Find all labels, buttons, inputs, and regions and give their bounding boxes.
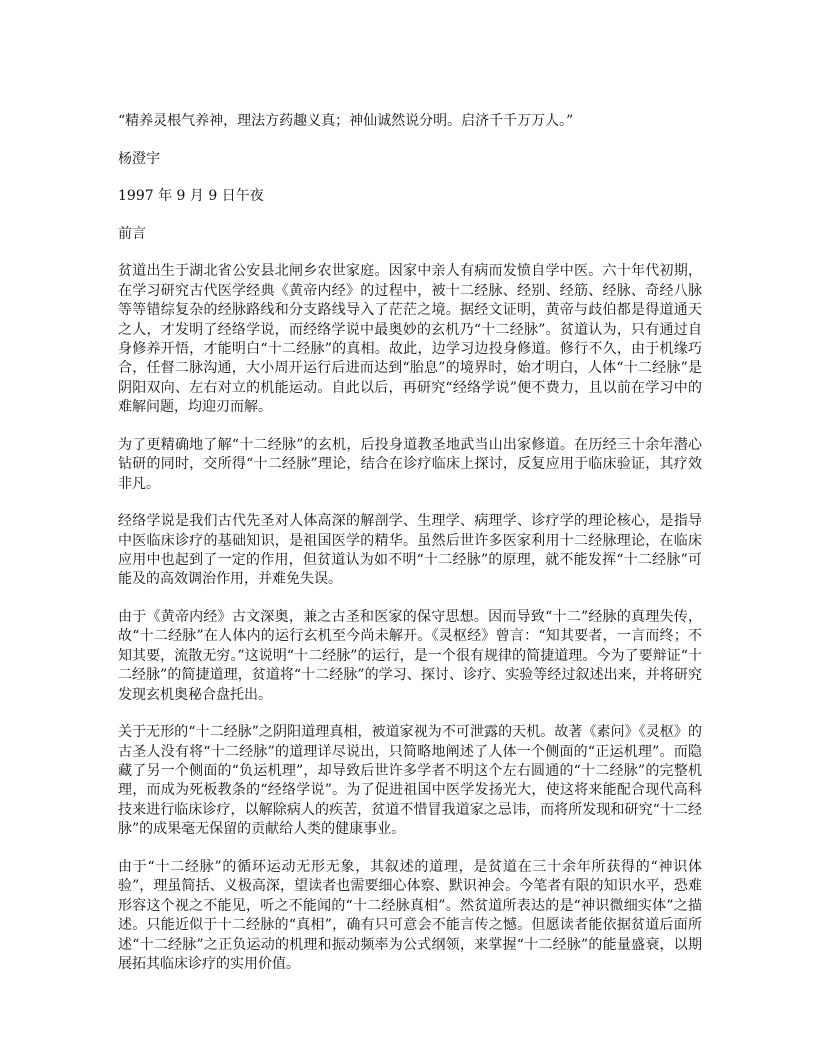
paragraph: 由于“十二经脉”的循环运动无形无象，其叙述的道理，是贫道在三十余年所获得的“神识体验”，理虽简括、义极高深，望读者也需要细心体察、默识神会。今笔者有限的知识水平，恐难形容这个视之不能见，听之不能闻的“十二经脉真相”。然贫道所表达的是“神识微细实体”之描述。只能近似于十二经脉的“真相”，确有只可意会不能言传之憾。但愿读者能依据贫道后面所述“十二经脉”之正负运动的机理和振动频率为公式纲领，来掌握“十二经脉”的能量盛衰，以期展拓其临床诊疗的实用价值。 <box>118 858 702 972</box>
section-title: 前言 <box>118 225 146 242</box>
author-name: 杨澄宇 <box>118 150 160 167</box>
paragraph: 关于无形的“十二经脉”之阴阳道理真相，被道家视为不可泄露的天机。故著《素问》《灵枢》的古圣人没有将“十二经脉”的道理详尽说出，只简略地阐述了人体一个侧面的“正运机理”。而隐藏了另一个侧面的“负运机理”，却导致后世许多学者不明这个左右圆通的“十二经脉”的完整机理，而成为死板教条的“经络学说”。为了促进祖国中医学发扬光大，使这将来能配合现代高科技来进行临床诊疗，以解除病人的疾苦，贫道不惜冒我道家之忌讳，而将所发现和研究“十二经脉”的成果毫无保留的贡献给人类的健康事业。 <box>118 724 702 838</box>
opening-quote: “精养灵根气养神，理法方药趣义真；神仙诚然说分明。启济千千万万人。” <box>118 113 574 129</box>
date-line: 1997 年 9 月 9 日午夜 <box>118 188 264 205</box>
paragraph: 经络学说是我们古代先圣对人体高深的解剖学、生理学、病理学、诊疗学的理论核心，是指导中医临床诊疗的基础知识，是祖国医学的精华。虽然后世许多医家利用十二经脉理论，在临床应用中也起到了一定的作用，但贫道认为如不明“十二经脉”的原理，就不能发挥“十二经脉”可能及的高效调治作用，并难免失误。 <box>118 513 702 588</box>
paragraph: 由于《黄帝内经》古文深奥，兼之古圣和医家的保守思想。因而导致“十二”经脉的真理失传，故“十二经脉”在人体内的运行玄机至今尚未解开。《灵枢经》曾言：“知其要者，一言而终；不知其要，流散无穷。”这说明“十二经脉”的运行，是一个很有规律的简捷道理。今为了要辩证“十二经脉”的简捷道理，贫道将“十二经脉”的学习、探讨、诊疗、实验等经过叙述出来，并将研究发现玄机奥秘合盘托出。 <box>118 609 702 703</box>
paragraph: 贫道出生于湖北省公安县北闸乡农世家庭。因家中亲人有病而发愤自学中医。六十年代初期，在学习研究古代医学经典《黄帝内经》的过程中，被十二经脉、经别、经筋、经脉、奇经八脉等等错综复杂的经脉路线和分支路线导入了茫茫之境。据经文证明，黄帝与歧伯都是得道通天之人，才发明了经络学说，而经络学说中最奥妙的玄机乃“十二经脉”。贫道认为，只有通过自身修养开悟，才能明白“十二经脉”的真相。故此，边学习边投身修道。修行不久，由于机缘巧合，任督二脉沟通，大小周开运行后进而达到“胎息”的境界时，始才明白，人体“十二经脉”是阴阳双向、左右对立的机能运动。自此以后，再研究“经络学说”便不费力，且以前在学习中的难解问题，均迎刃而解。 <box>118 263 702 416</box>
paragraph: 为了更精确地了解“十二经脉”的玄机，后投身道教圣地武当山出家修道。在历经三十余年潜心钻研的同时，交所得“十二经脉”理论，结合在诊疗临床上探讨，反复应用于临床验证，其疗效非凡。 <box>118 436 702 492</box>
document-page <box>118 112 702 993</box>
